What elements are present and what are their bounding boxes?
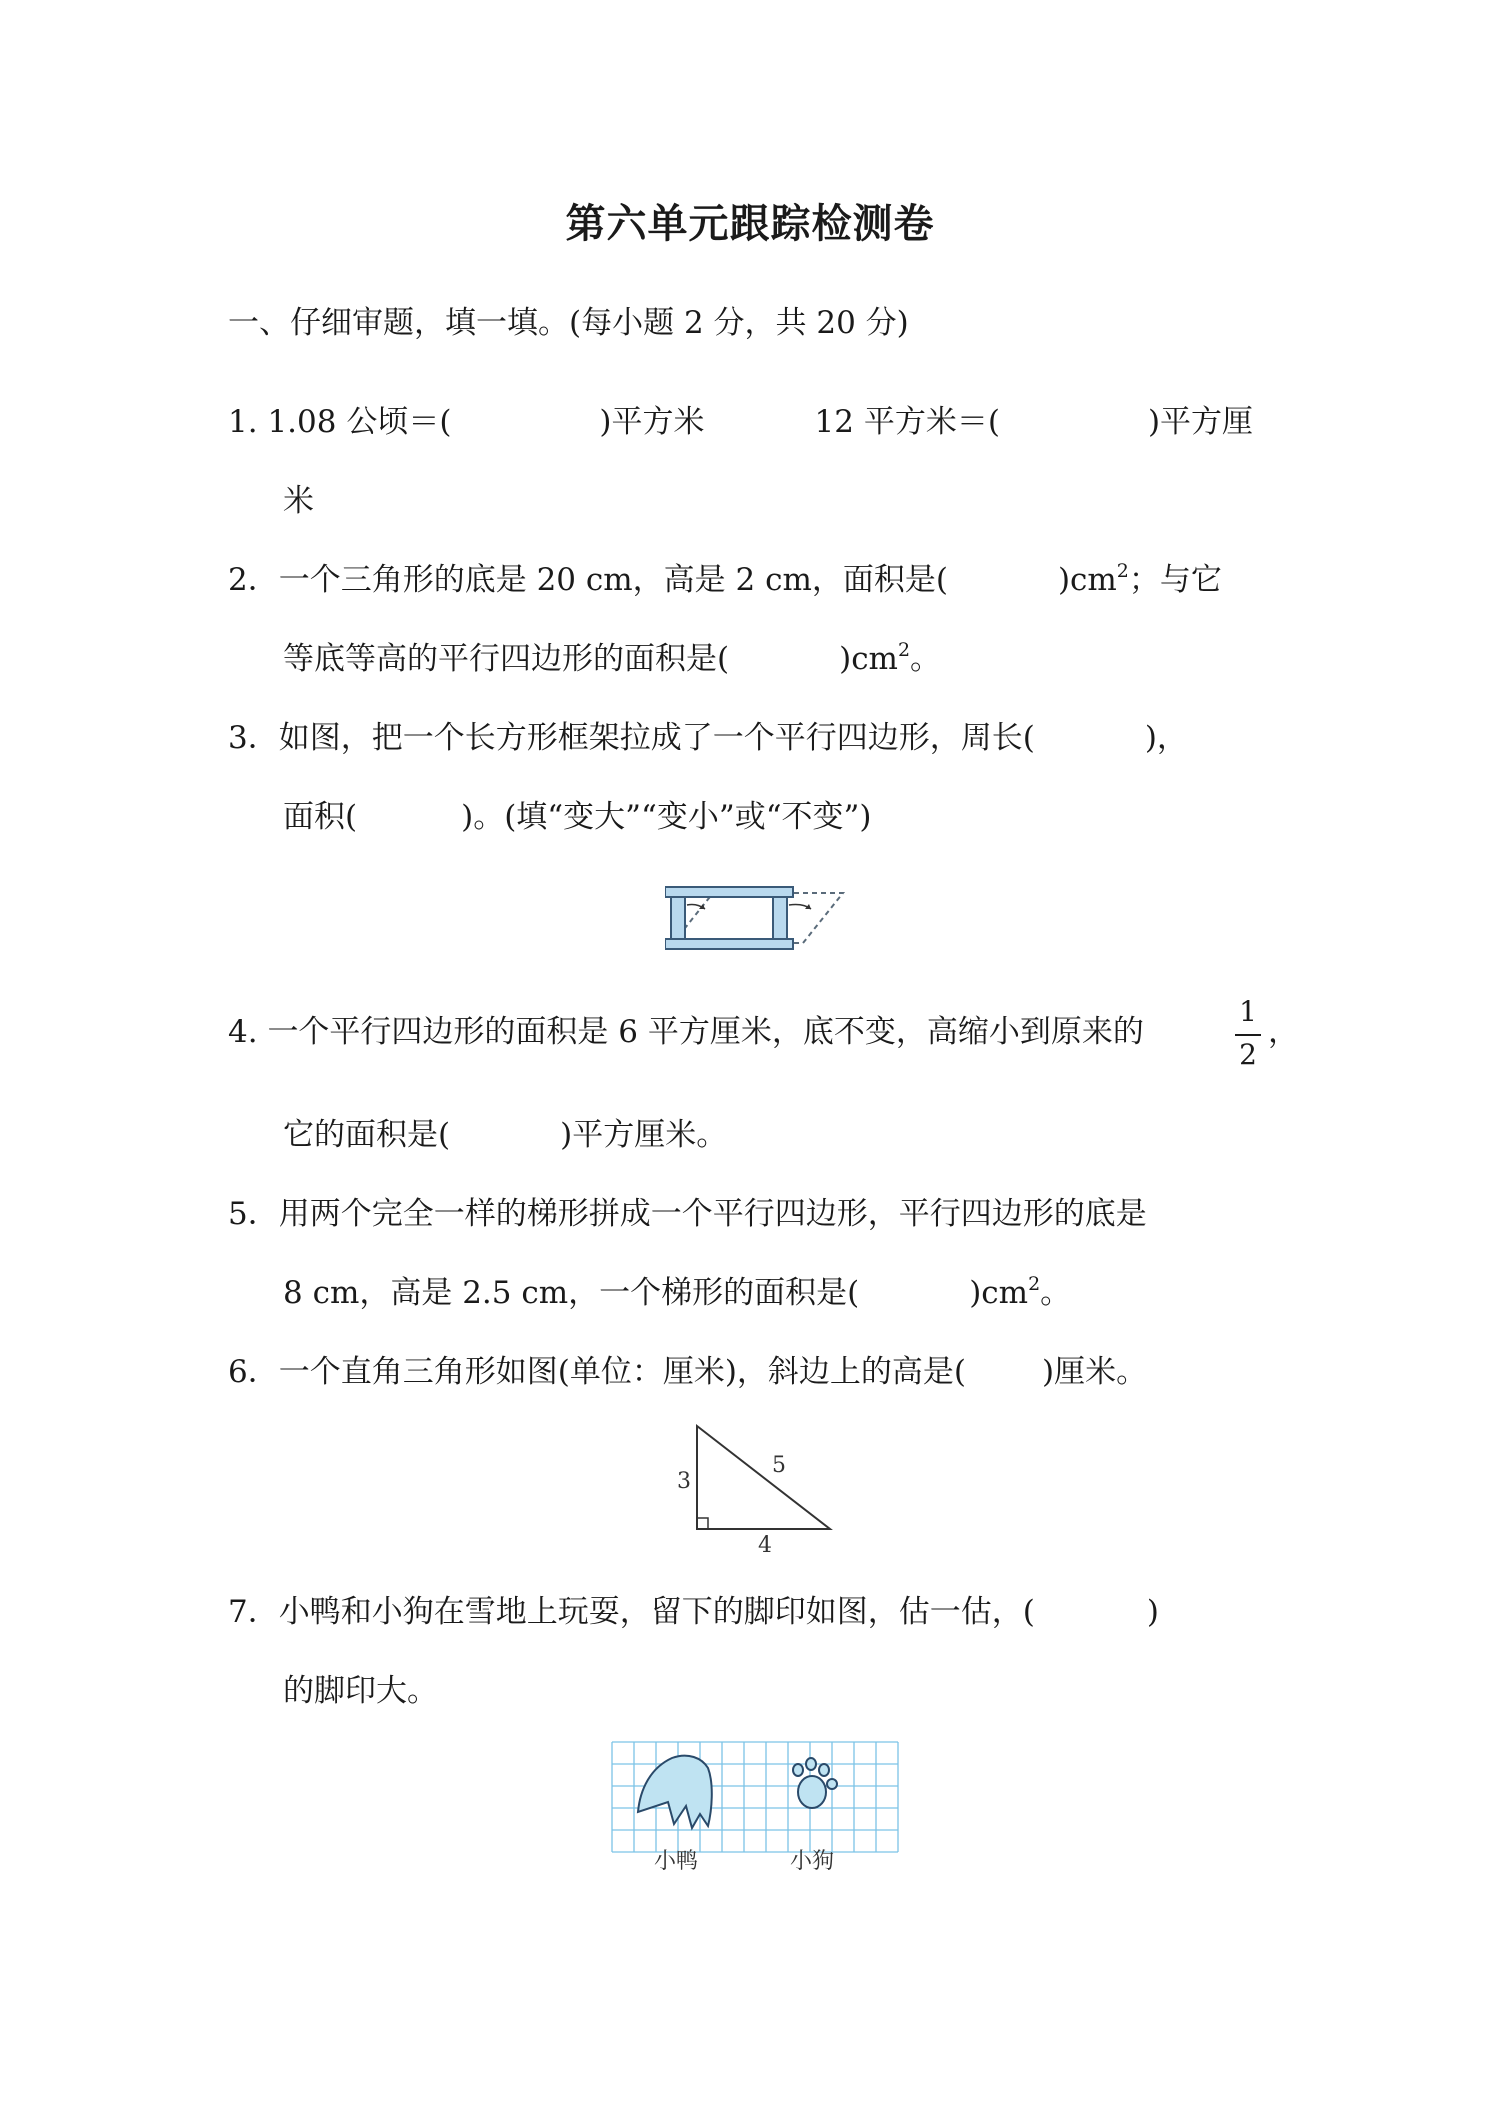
question-4-line-1 — [228, 1012, 1144, 1052]
q2-part-f: 。 — [910, 641, 942, 677]
side-label-4: 4 — [758, 1533, 772, 1558]
superscript: 2 — [1028, 1273, 1041, 1295]
side-label-5: 5 — [772, 1453, 786, 1478]
question-2-line-1 — [228, 560, 1222, 600]
triangle — [697, 1426, 830, 1529]
question-number: 2． — [228, 562, 279, 598]
superscript: 2 — [1116, 560, 1129, 582]
question-6-line-1 — [228, 1352, 1147, 1392]
q4-part-a: 一个平行四边形的面积是 6 平方厘米，底不变，高缩小到原来的 — [267, 1014, 1144, 1050]
q2-part-a: 一个三角形的底是 20 cm，高是 2 cm，面积是( — [278, 562, 948, 598]
q1-part-d: )平方厘 — [1147, 404, 1254, 440]
q5-part-b: 8 cm，高是 2.5 cm，一个梯形的面积是( — [283, 1275, 860, 1311]
question-5-line-2 — [283, 1273, 1071, 1313]
right-angle-mark — [697, 1518, 708, 1529]
question-number: 3． — [228, 720, 279, 756]
superscript: 2 — [897, 639, 911, 661]
q6-part-a: 一个直角三角形如图(单位：厘米)，斜边上的高是( — [278, 1354, 967, 1390]
q1-part-c: 12 平方米＝( — [814, 404, 1000, 440]
frame-figure — [665, 875, 845, 955]
q5-part-d: 。 — [1040, 1275, 1072, 1311]
parallelogram-dashed — [673, 893, 843, 943]
question-number: 7． — [228, 1594, 279, 1630]
dog-footprint — [793, 1758, 837, 1808]
q3-part-c: 面积( — [283, 799, 358, 835]
question-1-line-2 — [283, 481, 314, 521]
q7-part-b: ) — [1146, 1594, 1159, 1630]
q4-comma — [1268, 1012, 1299, 1052]
question-number: 4. — [228, 1014, 268, 1050]
q7-part-a: 小鸭和小狗在雪地上玩耍，留下的脚印如图，估一估，( — [278, 1594, 1035, 1630]
q5-part-a: 用两个完全一样的梯形拼成一个平行四边形，平行四边形的底是 — [278, 1196, 1147, 1232]
q2-part-e: )cm — [839, 641, 898, 677]
fraction-denominator: 2 — [1239, 1038, 1257, 1071]
right-triangle-figure — [660, 1420, 840, 1565]
q2-part-d: 等底等高的平行四边形的面积是( — [283, 641, 730, 677]
question-1-line-1 — [228, 402, 1253, 442]
q4-part-c: 它的面积是( — [283, 1117, 451, 1153]
label-dog: 小狗 — [790, 1849, 835, 1874]
q6-part-b: )厘米。 — [1042, 1354, 1148, 1390]
frame-top-bar — [665, 887, 793, 897]
label-duck: 小鸭 — [654, 1849, 699, 1874]
question-7-line-1 — [228, 1592, 1159, 1632]
duck-footprint — [638, 1756, 712, 1828]
question-5-line-1 — [228, 1194, 1147, 1234]
question-7-line-2 — [283, 1671, 438, 1711]
q4-part-d: )平方厘米。 — [560, 1117, 728, 1153]
q1-part-b: )平方米 — [599, 404, 705, 440]
q7-part-c: 的脚印大。 — [283, 1673, 438, 1709]
side-label-3: 3 — [677, 1469, 691, 1494]
q2-part-b: )cm — [1057, 562, 1117, 598]
footprint-grid-figure — [610, 1740, 900, 1880]
question-3-line-1 — [228, 718, 1188, 758]
q2-part-c: ；与它 — [1128, 562, 1222, 598]
question-number: 5． — [228, 1196, 279, 1232]
section-heading — [228, 303, 909, 343]
page-title: 第六单元跟踪检测卷 — [565, 201, 935, 247]
q5-part-c: )cm — [969, 1275, 1029, 1311]
question-4-line-2 — [283, 1115, 727, 1155]
question-number: 6． — [228, 1354, 279, 1390]
frame-bottom-bar — [665, 939, 793, 949]
q3-part-b: )， — [1144, 720, 1188, 756]
fraction-bar — [1235, 1034, 1261, 1036]
q1-part-e: 米 — [283, 483, 314, 519]
q1-part-a: 1.08 公顷＝( — [267, 404, 452, 440]
q4-part-b: ， — [1268, 1014, 1299, 1050]
question-3-line-2 — [283, 797, 871, 837]
fraction-numerator: 1 — [1239, 995, 1257, 1028]
q3-part-a: 如图，把一个长方形框架拉成了一个平行四边形，周长( — [278, 720, 1035, 756]
section-heading-text: 一、仔细审题，填一填。(每小题 2 分，共 20 分) — [228, 305, 909, 341]
question-number: 1. — [228, 404, 268, 440]
question-2-line-2 — [283, 639, 941, 679]
q3-part-d: )。(填“变大”“变小”或“不变”) — [461, 799, 872, 835]
